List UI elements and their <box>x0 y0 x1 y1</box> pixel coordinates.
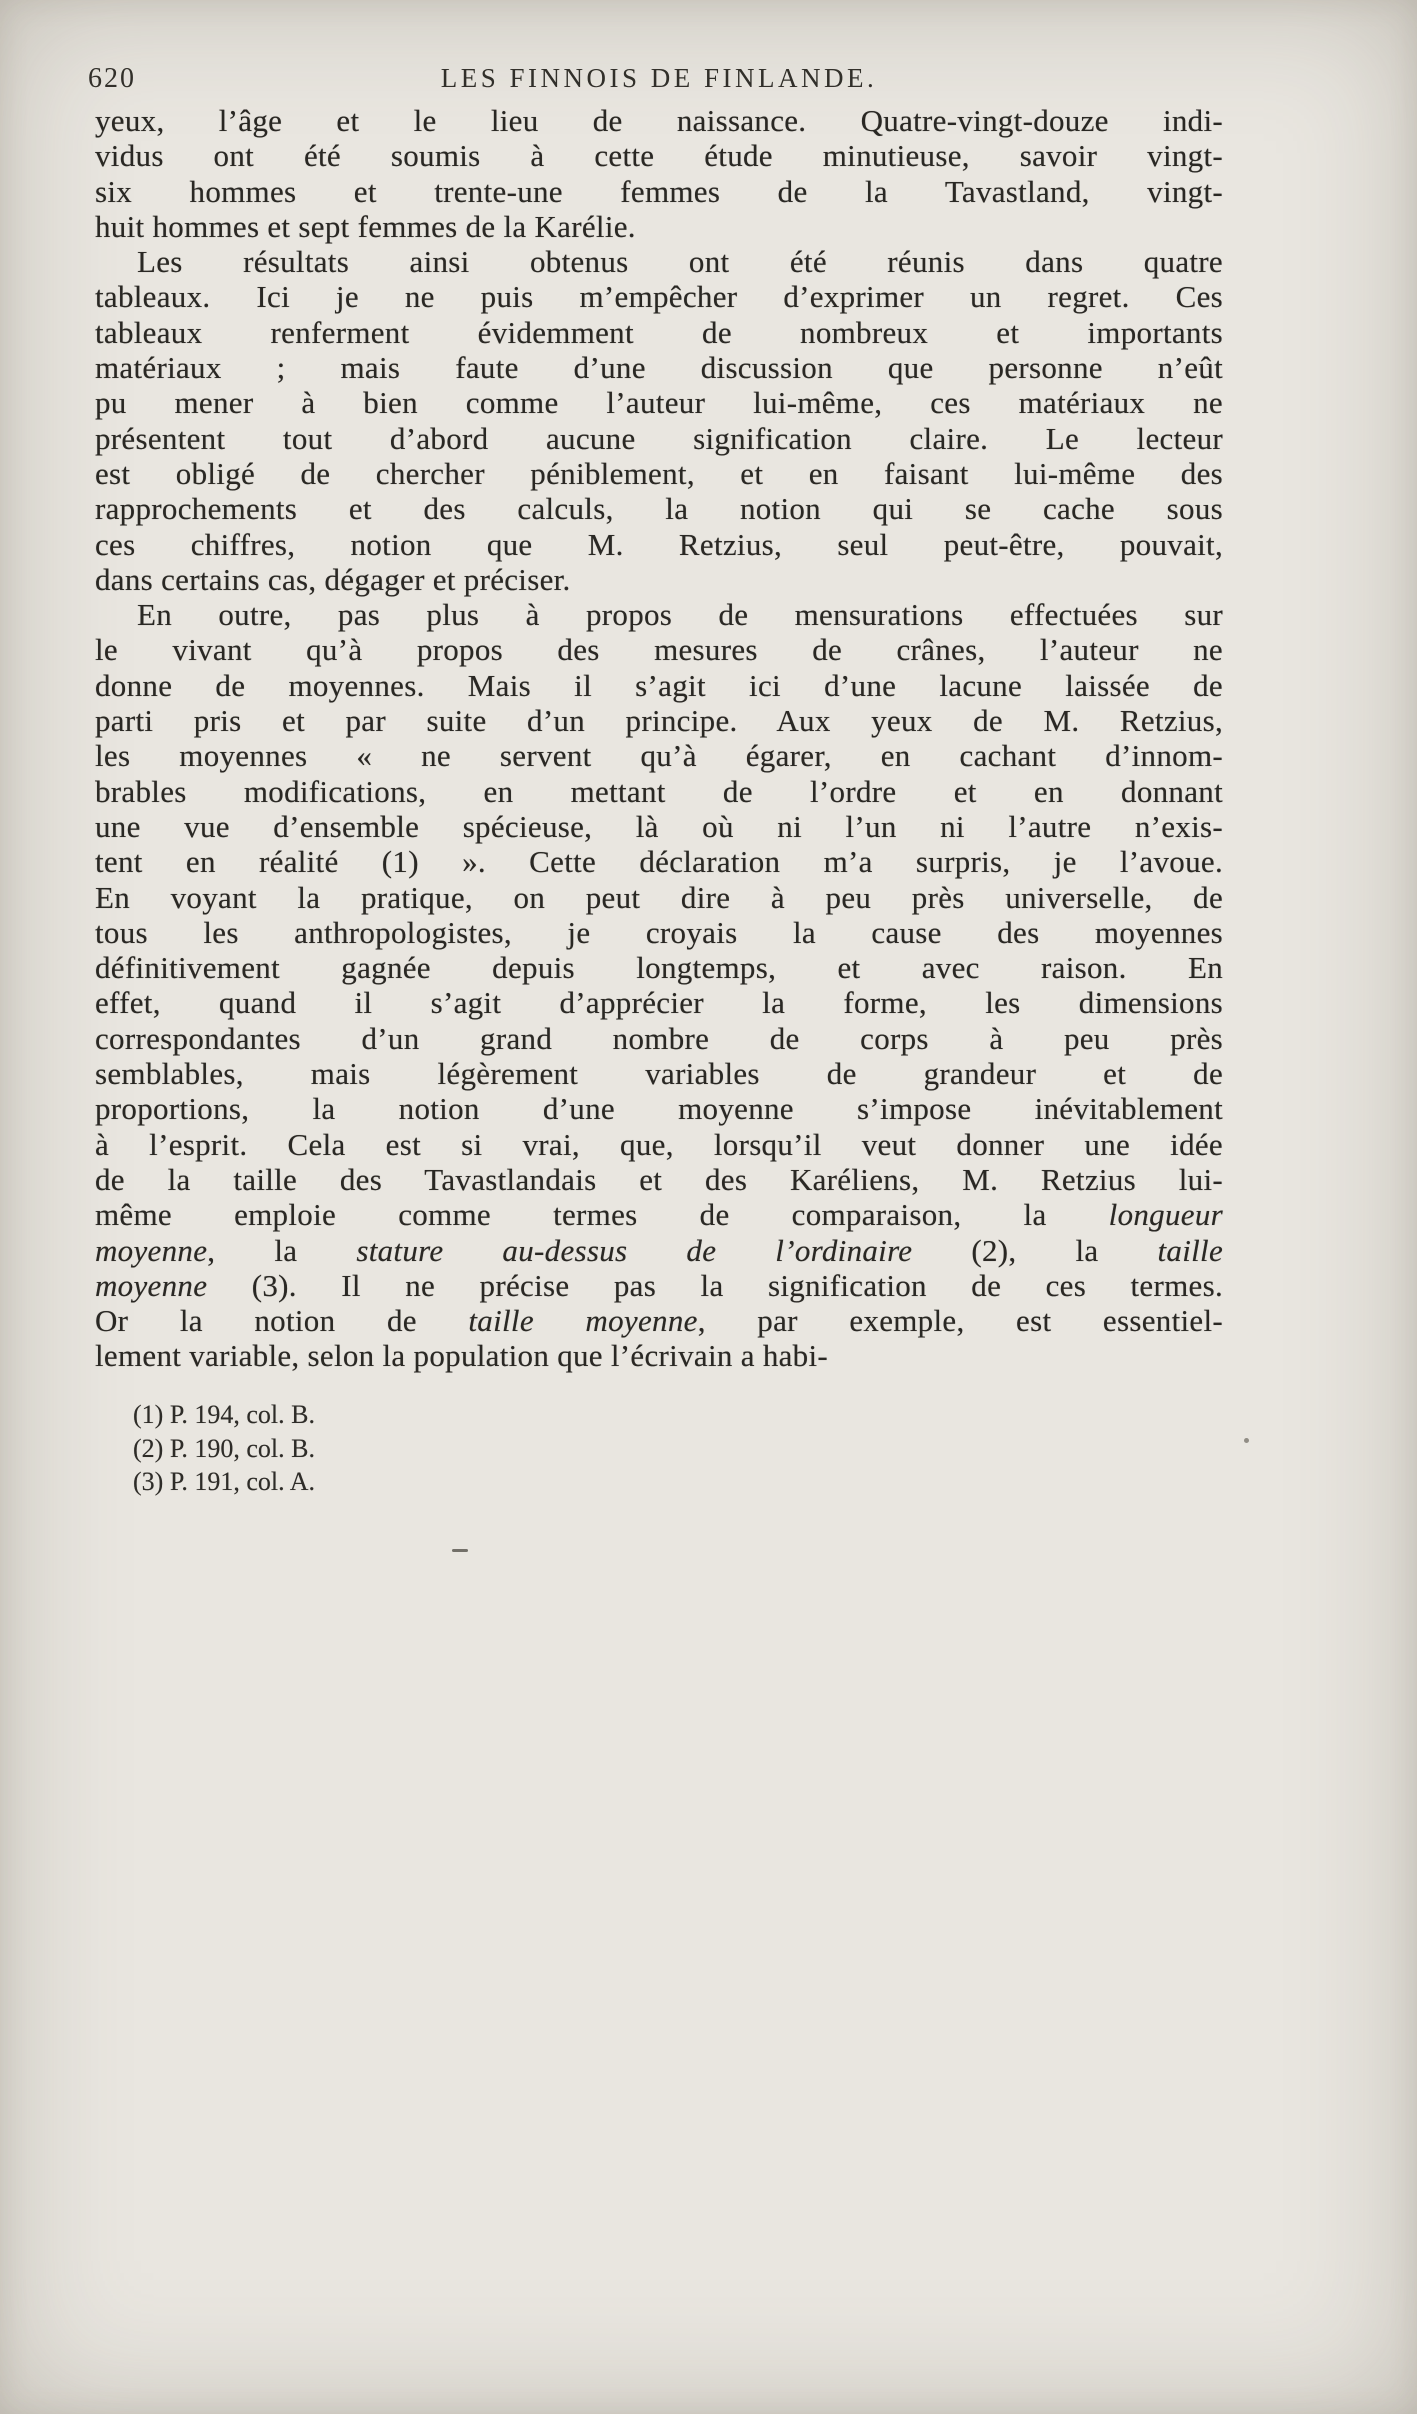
text-segment: le vivant qu’à propos des mesures de crânes, l’auteur ne <box>95 632 1223 668</box>
text-segment: est obligé de chercher péniblement, et en faisant lui-même des <box>95 455 1223 491</box>
text-line <box>95 315 1223 350</box>
paragraph <box>95 244 1223 597</box>
text-segment: vidus ont été soumis à cette étude minutieuse, savoir vingt- <box>95 138 1223 174</box>
paragraph <box>95 103 1223 244</box>
text-segment: même emploie comme termes de comparaison, la <box>95 1197 1109 1233</box>
text-segment: les moyennes « ne servent qu’à égarer, en cachant d’innom- <box>95 738 1223 774</box>
text-segment: à l’esprit. Cela est si vrai, que, lorsqu’il veut donner une idée <box>95 1126 1223 1162</box>
text-line <box>95 1233 1223 1268</box>
text-segment: En outre, pas plus à propos de mensurations effectuées sur <box>137 597 1223 633</box>
text-line <box>95 632 1223 667</box>
text-line <box>95 174 1223 209</box>
text-line <box>95 1338 1223 1373</box>
text-line <box>95 1303 1223 1338</box>
text-line <box>95 1162 1223 1197</box>
footnote: (2) P. 190, col. B. <box>133 1433 315 1463</box>
text-line <box>95 209 1223 244</box>
running-title: LES FINNOIS DE FINLANDE. <box>440 63 878 93</box>
text-segment: brables modifications, en mettant de l’ordre et en donnant <box>95 773 1223 809</box>
text-line <box>95 703 1223 738</box>
footnote: (3) P. 191, col. A. <box>133 1467 315 1496</box>
text-segment: tableaux renferment évidemment de nombreux et importants <box>95 314 1223 350</box>
text-segment: dans certains cas, dégager et préciser. <box>95 561 571 597</box>
text-segment: Les résultats ainsi obtenus ont été réunis dans quatre <box>137 244 1223 280</box>
text-segment: de la taille des Tavastlandais et des Karéliens, M. Retzius lui- <box>95 1161 1223 1197</box>
text-segment: six hommes et trente-une femmes de la Tavastland, vingt- <box>95 173 1223 209</box>
text-line <box>95 774 1223 809</box>
text-line <box>95 880 1223 915</box>
paragraph <box>95 597 1223 1374</box>
text-line <box>95 1197 1223 1232</box>
italic-text: moyenne <box>95 1232 208 1268</box>
text-segment: (3). Il ne précise pas la signification de ces termes. <box>207 1267 1223 1303</box>
text-line <box>95 1127 1223 1162</box>
text-segment: effet, quand il s’agit d’apprécier la forme, les dimensions <box>95 985 1223 1021</box>
text-segment: huit hommes et sept femmes de la Karélie. <box>95 208 636 244</box>
text-segment: proportions, la notion d’une moyenne s’impose inévitablement <box>95 1091 1223 1127</box>
text-segment: lement variable, selon la population que l’écrivain a habi- <box>95 1338 829 1374</box>
text-segment: parti pris et par suite d’un principe. Aux yeux de M. Retzius, <box>95 703 1223 739</box>
text-segment: semblables, mais légèrement variables de grandeur et de <box>95 1056 1223 1092</box>
text-line <box>95 103 1223 138</box>
scan-artifact-dot <box>1244 1438 1249 1443</box>
text-segment: , la <box>207 1232 357 1268</box>
text-line <box>95 1056 1223 1091</box>
text-segment: une vue d’ensemble spécieuse, là où ni l’un ni l’autre n’exis- <box>95 808 1223 844</box>
page-body <box>95 103 1223 1374</box>
text-segment: donne de moyennes. Mais il s’agit ici d’une lacune laissée de <box>95 667 1223 703</box>
text-line <box>95 668 1223 703</box>
text-line <box>95 1021 1223 1056</box>
text-segment: rapprochements et des calculs, la notion qui se cache sous <box>95 491 1223 527</box>
text-segment: matériaux ; mais faute d’une discussion que personne n’eût <box>95 350 1223 386</box>
text-segment: Or la notion de <box>95 1303 469 1339</box>
text-line <box>95 809 1223 844</box>
text-segment: tous les anthropologistes, je croyais la cause des moyennes <box>95 914 1223 950</box>
italic-text: stature au-dessus de l’ordinaire <box>356 1232 913 1268</box>
text-line <box>95 385 1223 420</box>
text-line <box>95 244 1223 279</box>
text-line <box>95 491 1223 526</box>
text-segment: pu mener à bien comme l’auteur lui-même, ces matériaux ne <box>95 385 1223 421</box>
text-segment: définitivement gagnée depuis longtemps, et avec raison. En <box>95 950 1223 986</box>
text-line <box>95 527 1223 562</box>
text-line <box>95 350 1223 385</box>
text-line <box>95 844 1223 879</box>
text-line <box>95 915 1223 950</box>
italic-text: taille <box>1157 1232 1224 1268</box>
text-line <box>95 738 1223 773</box>
text-segment: présentent tout d’abord aucune signification claire. Le lecteur <box>95 420 1223 456</box>
text-line <box>95 421 1223 456</box>
text-line <box>95 597 1223 632</box>
text-line <box>95 950 1223 985</box>
italic-text: longueur <box>1108 1197 1223 1233</box>
text-line <box>95 562 1223 597</box>
italic-text: taille moyenne <box>468 1303 698 1339</box>
text-segment: ces chiffres, notion que M. Retzius, seul peut-être, pouvait, <box>95 526 1223 562</box>
text-line <box>95 279 1223 314</box>
italic-text: moyenne <box>95 1267 208 1303</box>
text-line <box>95 1091 1223 1126</box>
text-line <box>95 985 1223 1020</box>
text-segment: tent en réalité (1) ». Cette déclaration m’a surpris, je l’avoue. <box>95 844 1223 880</box>
text-line <box>95 1268 1223 1303</box>
text-segment: correspondantes d’un grand nombre de corps à peu près <box>95 1020 1223 1056</box>
text-segment: tableaux. Ici je ne puis m’empêcher d’exprimer un regret. Ces <box>95 279 1223 315</box>
text-segment: En voyant la pratique, on peut dire à peu près universelle, de <box>95 879 1223 915</box>
page-number: 620 <box>88 63 136 94</box>
page-header <box>88 60 1223 102</box>
text-segment: (2), la <box>912 1232 1158 1268</box>
footnotes <box>133 1398 315 1499</box>
footnote: (1) P. 194, col. B. <box>133 1400 315 1429</box>
text-line <box>95 456 1223 491</box>
text-segment: , par exemple, est essentiel- <box>697 1303 1223 1339</box>
scan-artifact-dash <box>452 1549 468 1552</box>
text-line <box>95 138 1223 173</box>
text-segment: yeux, l’âge et le lieu de naissance. Quatre-vingt-douze indi- <box>95 103 1223 138</box>
